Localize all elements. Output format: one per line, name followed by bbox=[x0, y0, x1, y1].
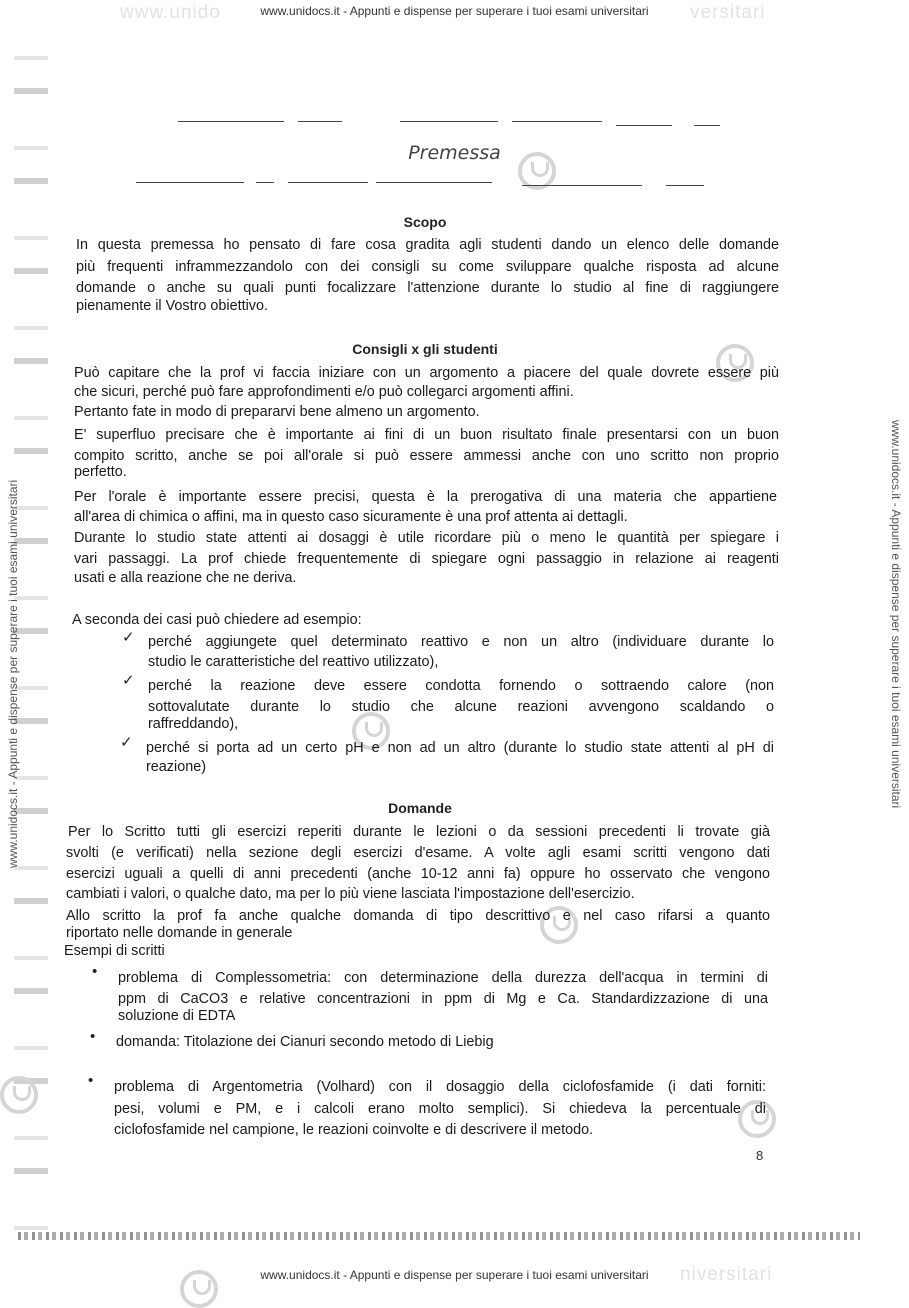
watermark-bottom: www.unidocs.it - Appunti e dispense per superare i tuoi esami universitari bbox=[260, 1268, 649, 1282]
bullet-icon: • bbox=[92, 963, 98, 980]
text-line: usati e alla reazione che ne deriva. bbox=[74, 570, 297, 586]
watermark-side-left: www.unidocs.it - Appunti e dispense per superare i tuoi esami universitari bbox=[6, 479, 20, 868]
text-line: ciclofosfamide nel campione, le reazioni coinvolte e di descrivere il metodo. bbox=[114, 1122, 594, 1138]
text-line: perfetto. bbox=[74, 464, 127, 480]
checkmark-icon: ✓ bbox=[122, 672, 135, 689]
text-line: più frequenti inframmezzandolo con dei consigli su come sviluppare qualche risposta ad alcune bbox=[76, 259, 779, 275]
text-line: In questa premessa ho pensato di fare cosa gradita agli studenti dando un elenco delle domande bbox=[76, 237, 779, 253]
text-line: A seconda dei casi può chiedere ad esempio: bbox=[72, 612, 362, 628]
text-line: perché la reazione deve essere condotta fornendo o sottraendo calore (non bbox=[148, 678, 774, 694]
text-line: Pertanto fate in modo di prepararvi bene almeno un argomento. bbox=[74, 404, 480, 420]
text-line: raffreddando), bbox=[148, 716, 239, 732]
text-line: Può capitare che la prof vi faccia iniziare con un argomento a piacere del quale dovrete essere più bbox=[74, 365, 779, 381]
text-line: sottovalutate durante lo studio che alcune reazioni avvengono scaldando o bbox=[148, 699, 774, 715]
title-rule bbox=[376, 182, 492, 183]
ghost-watermark-right: versitari bbox=[690, 2, 766, 23]
watermark-side-right: www.unidocs.it - Appunti e dispense per superare i tuoi esami universitari bbox=[889, 420, 903, 809]
title-rule bbox=[256, 182, 274, 183]
text-line: soluzione di EDTA bbox=[118, 1008, 236, 1024]
text-line: pesi, volumi e PM, e i calcoli erano molto semplici). Si chiedeva la percentuale di bbox=[114, 1101, 766, 1117]
watermark-logo-icon bbox=[180, 1270, 218, 1308]
section-heading-consigli: Consigli x gli studenti bbox=[352, 341, 498, 357]
title-rule bbox=[666, 185, 704, 186]
page-number: 8 bbox=[756, 1148, 764, 1163]
text-line: domande o anche su quali punti focalizzare l'attenzione durante lo studio al fine di raggiungere bbox=[76, 280, 779, 296]
ghost-watermark-bottom: niversitari bbox=[680, 1264, 773, 1285]
text-line: Esempi di scritti bbox=[64, 943, 165, 959]
page-title: Premessa bbox=[408, 142, 501, 164]
text-line: E' superfluo precisare che è importante ai fini di un buon risultato finale presentarsi con un buon bbox=[74, 427, 779, 443]
scan-bottom-artifact bbox=[18, 1232, 860, 1240]
text-line: ppm di CaCO3 e relative concentrazioni in ppm di Mg e Ca. Standardizzazione di una bbox=[118, 991, 768, 1007]
text-line: Per l'orale è importante essere precisi, questa è la prerogativa di una materia che appartiene bbox=[74, 489, 777, 505]
title-rule bbox=[522, 185, 642, 186]
text-line: Allo scritto la prof fa anche qualche domanda di tipo descrittivo e nel caso rifarsi a quanto bbox=[66, 908, 770, 924]
text-line: all'area di chimica o affini, ma in questo caso sicuramente è una prof attenta ai dettagli. bbox=[74, 509, 628, 525]
bullet-icon: • bbox=[90, 1028, 96, 1045]
text-line: perché aggiungete quel determinato reattivo e non un altro (individuare durante lo bbox=[148, 634, 774, 650]
text-line: problema di Complessometria: con determinazione della durezza dell'acqua in termini di bbox=[118, 970, 768, 986]
text-line: cambiati i valori, o qualche dato, ma per lo più viene lasciata l'impostazione dell'esercizio. bbox=[66, 886, 635, 902]
title-rule bbox=[178, 121, 284, 122]
title-rule bbox=[288, 182, 368, 183]
title-rule bbox=[616, 125, 672, 126]
text-line: esercizi uguali a quelli di anni precedenti (anche 10-12 anni fa) oppure ho osservato che vengono bbox=[66, 866, 770, 882]
text-line: studio le caratteristiche del reattivo utilizzato), bbox=[148, 654, 439, 670]
title-rule bbox=[298, 121, 342, 122]
text-line: svolti (e verificati) nella sezione degli esercizi d'esame. A volte agli esami scritti vengono dati bbox=[66, 845, 770, 861]
title-rule bbox=[400, 121, 498, 122]
text-line: vari passaggi. La prof chiede frequentemente di spiegare ogni passaggio in relazione ai reagenti bbox=[74, 551, 779, 567]
ghost-watermark-left: www.unido bbox=[120, 2, 221, 23]
section-heading-scopo: Scopo bbox=[403, 214, 447, 230]
title-rule bbox=[136, 182, 244, 183]
text-line: reazione) bbox=[146, 759, 206, 775]
text-line: compito scritto, anche se poi all'orale si può essere ammessi anche con uno scritto non proprio bbox=[74, 448, 779, 464]
watermark-top: www.unidocs.it - Appunti e dispense per superare i tuoi esami universitari bbox=[260, 4, 649, 18]
text-line: riportato nelle domande in generale bbox=[66, 925, 293, 941]
watermark-logo-icon bbox=[0, 1076, 38, 1114]
text-line: perché si porta ad un certo pH e non ad un altro (durante lo studio state attenti al pH di bbox=[146, 740, 774, 756]
checkmark-icon: ✓ bbox=[120, 734, 133, 751]
title-rule bbox=[694, 125, 720, 126]
checkmark-icon: ✓ bbox=[122, 629, 135, 646]
bullet-icon: • bbox=[88, 1072, 94, 1089]
text-line: problema di Argentometria (Volhard) con il dosaggio della ciclofosfamide (i dati forniti: bbox=[114, 1079, 766, 1095]
text-line: Per lo Scritto tutti gli esercizi reperiti durante le lezioni o da sessioni precedenti li trovate già bbox=[68, 824, 770, 840]
text-line: che sicuri, perché può fare approfondimenti e/o può collegarci argomenti affini. bbox=[74, 384, 574, 400]
text-line: Durante lo studio state attenti ai dosaggi è utile ricordare più o meno le quantità per spiegare i bbox=[74, 530, 779, 546]
section-heading-domande: Domande bbox=[388, 800, 452, 816]
title-rule bbox=[512, 121, 602, 122]
text-line: pienamente il Vostro obiettivo. bbox=[76, 298, 268, 314]
text-line: domanda: Titolazione dei Cianuri secondo metodo di Liebig bbox=[116, 1034, 494, 1050]
